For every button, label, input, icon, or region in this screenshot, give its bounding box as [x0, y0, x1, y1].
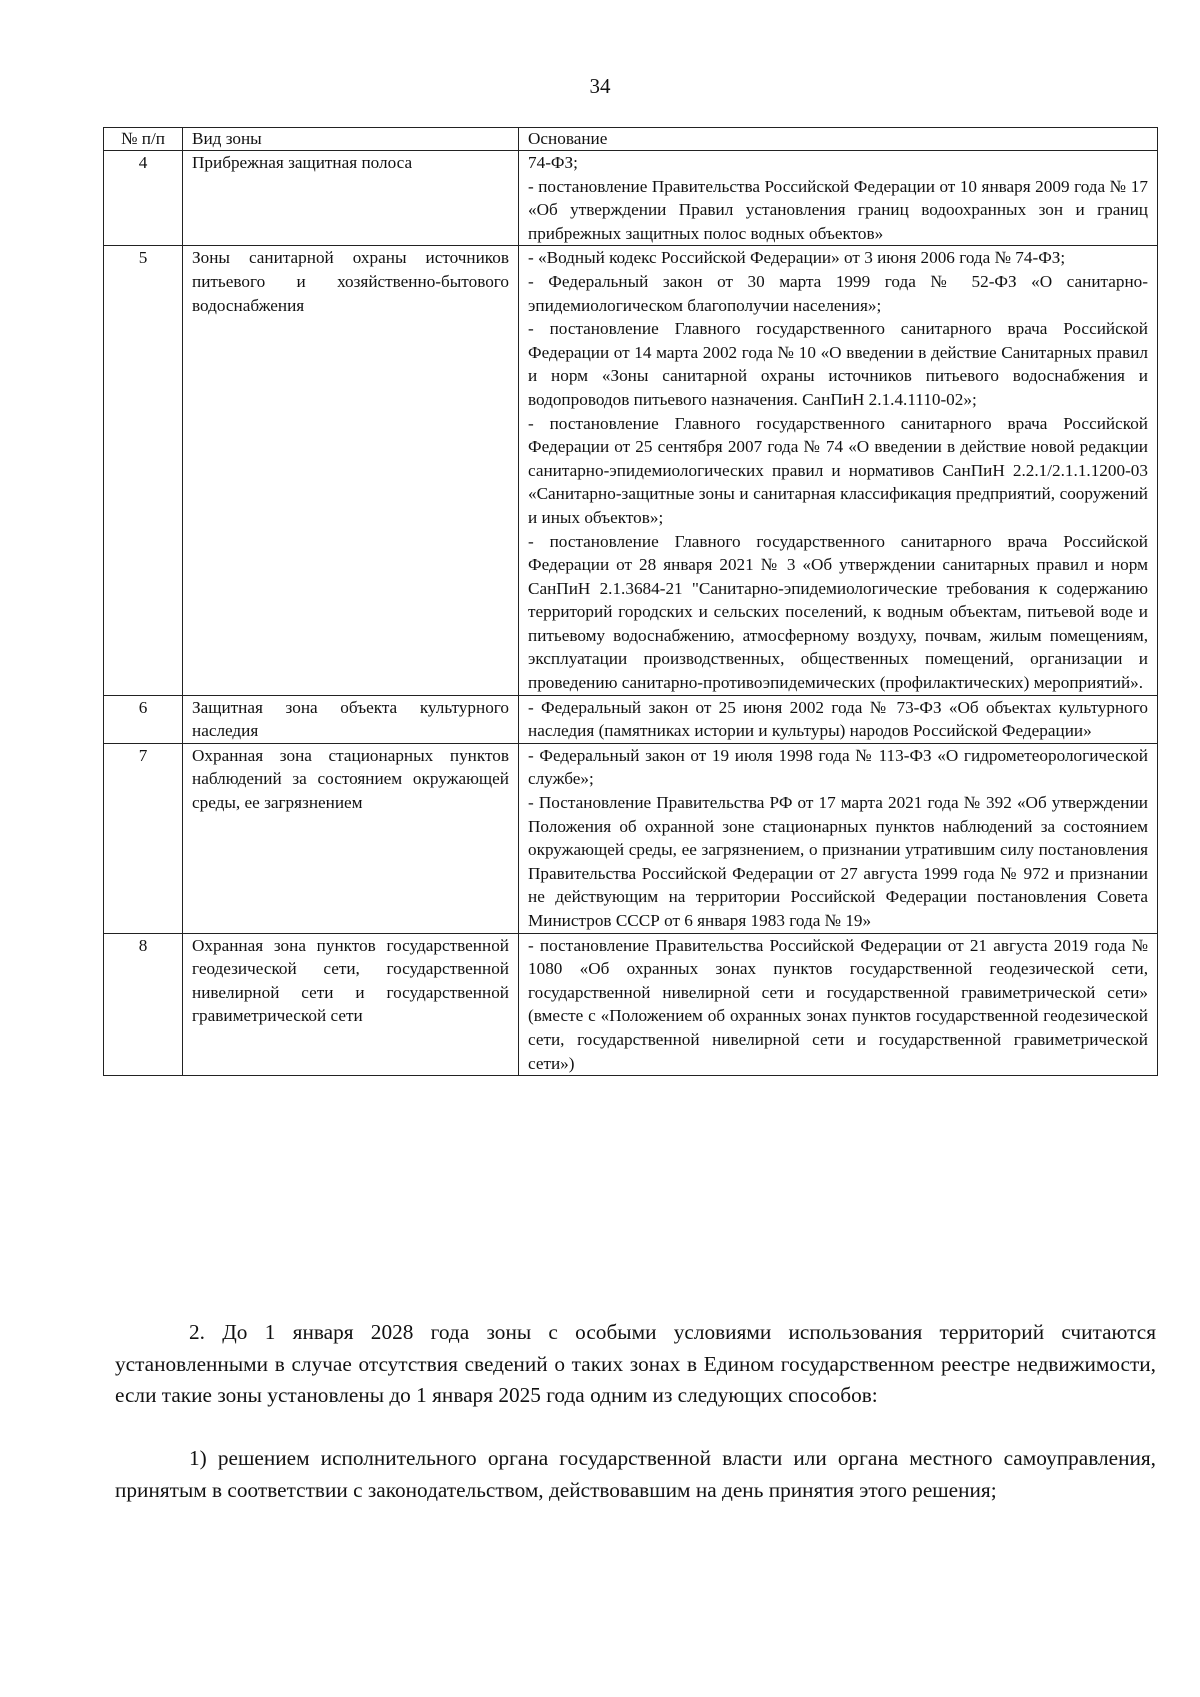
- row-zone-type: Охранная зона пунктов государственной геодезической сети, государственной нивелирной сети и государственной гравиметрической сети: [183, 933, 519, 1076]
- paragraph-item-2: 2. До 1 января 2028 года зоны с особыми условиями использования территорий считаются установленными в случае отсутствия сведений о таких зонах в Едином государственном реестре недвижимости, если такие зоны установлены до 1 января 2025 года одним из следующих способов:: [115, 1320, 1156, 1407]
- row-zone-type: Зоны санитарной охраны источников питьевого и хозяйственно-бытового водоснабжения: [183, 246, 519, 695]
- basis-item: - Постановление Правительства РФ от 17 марта 2021 года № 392 «Об утверждении Положения об охранной зоне стационарных пунктов наблюдений за состоянием окружающей среды, ее загрязнением, о признании утратившим силу постановления Правительства Российской Федерации от 27 августа 1999 года № 972 и признании не действующим на территории Российской Федерации постановления Совета Министров СССР от 6 января 1983 года № 19»: [528, 793, 1148, 930]
- row-num: 5: [104, 246, 183, 695]
- page-number: 34: [589, 74, 611, 98]
- row-basis: [519, 933, 1158, 1076]
- row-zone-type: Защитная зона объекта культурного наследия: [183, 695, 519, 743]
- basis-item: - «Водный кодекс Российской Федерации» от 3 июня 2006 года № 74-ФЗ;: [528, 248, 1066, 268]
- table-row: [104, 246, 1158, 695]
- table-row: [104, 743, 1158, 933]
- table-row: [104, 151, 1158, 246]
- header-num: № п/п: [104, 128, 183, 151]
- row-num: 4: [104, 151, 183, 246]
- row-zone-type: Охранная зона стационарных пунктов наблюдений за состоянием окружающей среды, ее загрязнением: [183, 743, 519, 933]
- paragraph-subitem-1: 1) решением исполнительного органа государственной власти или органа местного самоуправления, принятым в соответствии с законодательством, действовавшим на день принятия этого решения;: [115, 1446, 1156, 1502]
- basis-item: 74-ФЗ;: [528, 153, 578, 172]
- row-basis: [519, 246, 1158, 695]
- header-zone-type: Вид зоны: [183, 128, 519, 151]
- basis-item: - постановление Главного государственного санитарного врача Российской Федерации от 28 января 2021 № 3 «Об утверждении санитарных правил и норм СанПиН 2.1.3684-21 "Санитарно-эпидемиологические требования к содержанию территорий городских и сельских поселений, к водным объектам, питьевой воде и питьевому водоснабжению, атмосферному воздуху, почвам, жилым помещениям, эксплуатации производственных, общественных помещений, организации и проведению санитарно-противоэпидемических (профилактических) мероприятий».: [528, 531, 1148, 693]
- row-num: 7: [104, 743, 183, 933]
- row-basis: [519, 743, 1158, 933]
- row-basis: [519, 151, 1158, 246]
- basis-item: - Федеральный закон от 30 марта 1999 года № 52-ФЗ «О санитарно-эпидемиологическом благополучии населения»;: [528, 271, 1148, 315]
- row-num: 8: [104, 933, 183, 1076]
- basis-item: - Федеральный закон от 25 июня 2002 года № 73-ФЗ «Об объектах культурного наследия (памятниках истории и культуры) народов Российской Федерации»: [528, 697, 1148, 741]
- row-zone-type: Прибрежная защитная полоса: [183, 151, 519, 246]
- table-row: [104, 933, 1158, 1076]
- basis-item: - постановление Главного государственного санитарного врача Российской Федерации от 14 марта 2002 года № 10 «О введении в действие Санитарных правил и норм «Зоны санитарной охраны источников питьевого водоснабжения и водопроводов питьевого назначения. СанПиН 2.1.4.1110-02»;: [528, 319, 1148, 409]
- basis-item: - постановление Главного государственного санитарного врача Российской Федерации от 25 сентября 2007 года № 74 «О введении в действие новой редакции санитарно-эпидемиологических правил и нормативов СанПиН 2.2.1/2.1.1.1200-03 «Санитарно-защитные зоны и санитарная классификация предприятий, сооружений и иных объектов»;: [528, 413, 1148, 527]
- row-num: 6: [104, 695, 183, 743]
- basis-item: - Федеральный закон от 19 июля 1998 года № 113-ФЗ «О гидрометеорологической службе»;: [528, 745, 1148, 789]
- header-basis: Основание: [519, 128, 1158, 151]
- zones-table: [103, 127, 1158, 1076]
- table-header-row: [104, 128, 1158, 151]
- basis-item: - постановление Правительства Российской Федерации от 21 августа 2019 года № 1080 «Об охранных зонах пунктов государственной геодезической сети, государственной нивелирной сети и государственной гравиметрической сети» (вместе с «Положением об охранных зонах пунктов государственной геодезической сети, государственной нивелирной сети и государственной гравиметрической сети»): [528, 935, 1148, 1073]
- table-row: [104, 695, 1158, 743]
- row-basis: [519, 695, 1158, 743]
- basis-item: - постановление Правительства Российской Федерации от 10 января 2009 года № 17 «Об утверждении Правил установления границ водоохранных зон и границ прибрежных защитных полос водных объектов»: [528, 176, 1148, 243]
